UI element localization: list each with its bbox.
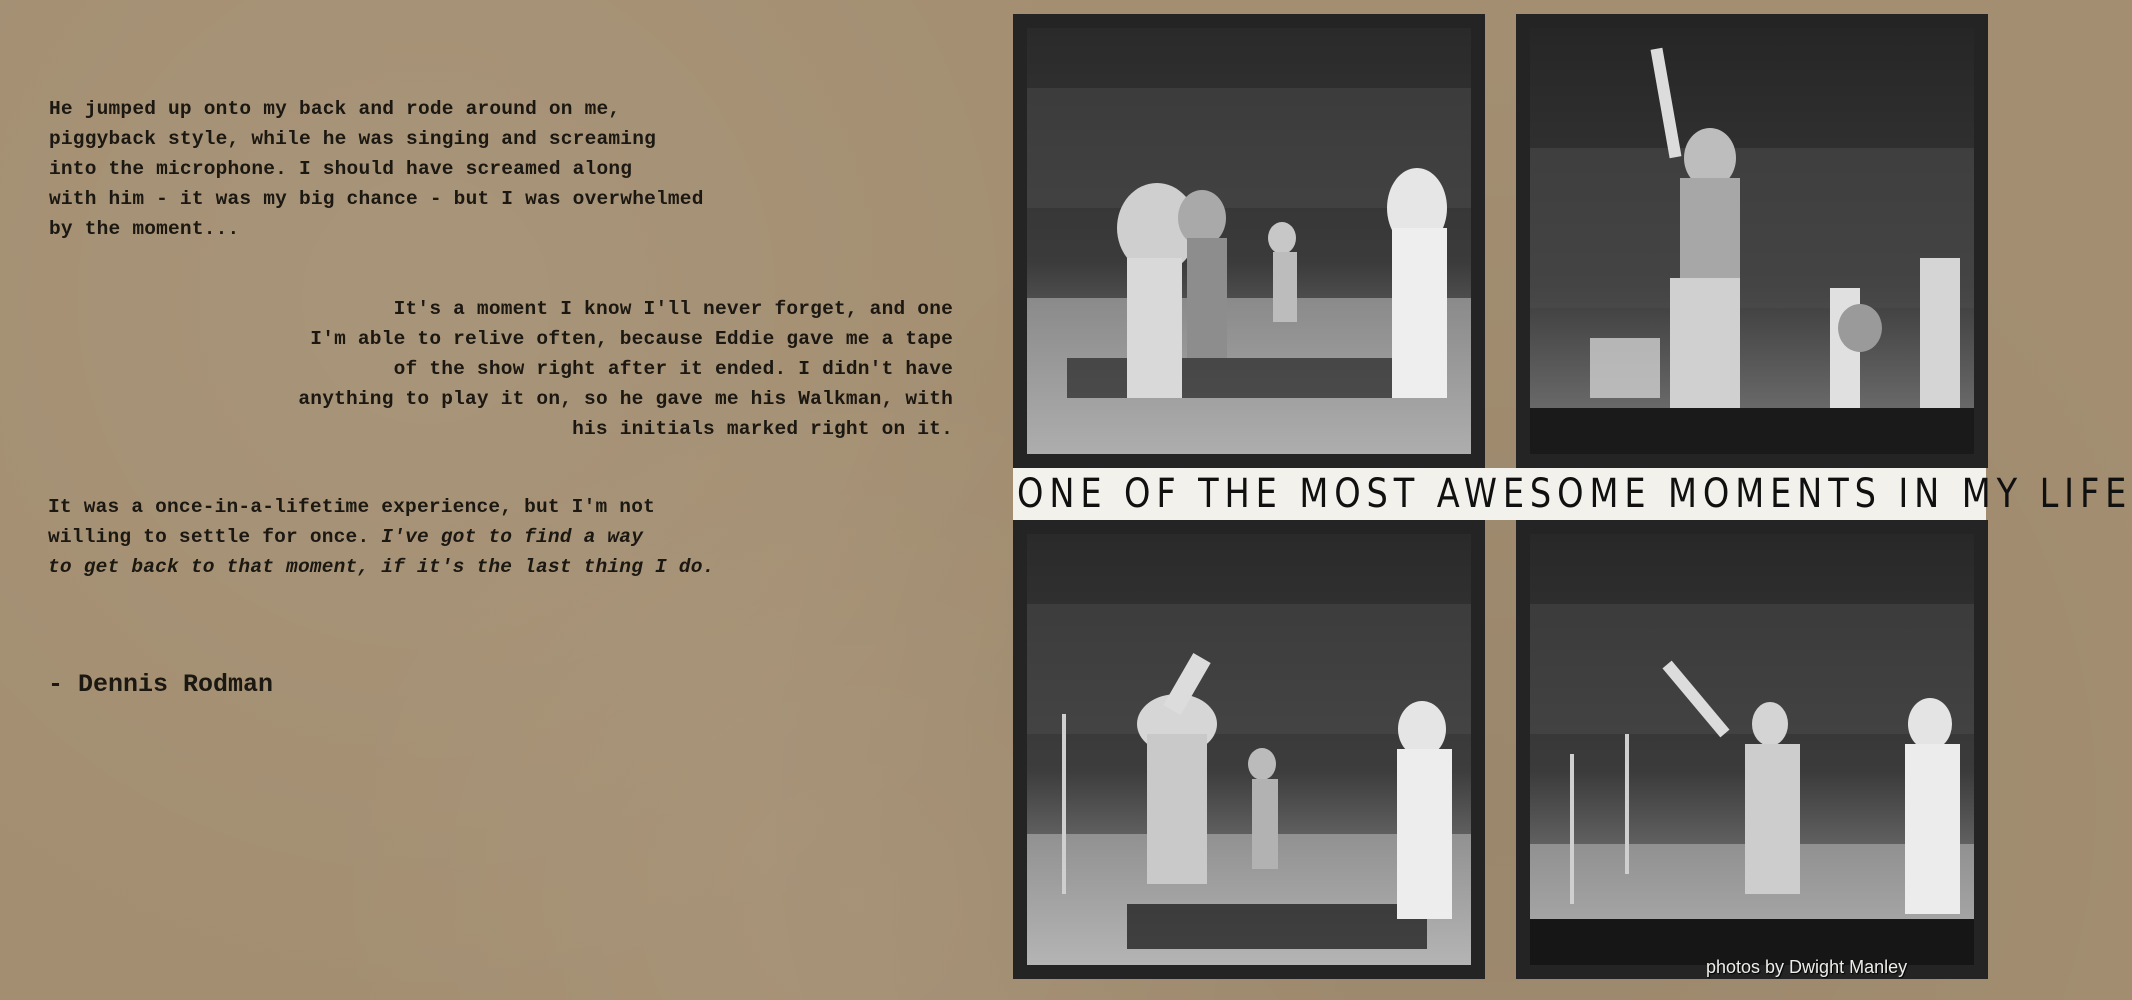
concert-photo-3 xyxy=(1013,520,1485,979)
quote-paragraph-3-italic: I've got to find a way to get back to that moment, if it's the last thing I do. xyxy=(48,526,715,578)
photo-credit: photos by Dwight Manley xyxy=(1706,957,1908,977)
concert-photo-4-image xyxy=(1530,534,1974,965)
concert-photo-1 xyxy=(1013,14,1485,468)
collage-banner xyxy=(1013,468,2132,520)
concert-photo-3-image xyxy=(1027,534,1471,965)
banner-caption: ONE OF THE MOST AWESOME MOMENTS IN MY LIFE xyxy=(1017,471,2132,517)
quote-paragraph-3-plain: It was a once-in-a-lifetime experience, but I'm not willing to settle for once. xyxy=(48,496,655,548)
concert-photo-4 xyxy=(1516,520,1988,979)
concert-photo-2 xyxy=(1516,14,1988,468)
quote-paragraph-3 xyxy=(48,492,715,582)
signature: - Dennis Rodman xyxy=(48,670,274,699)
quote-paragraph-1: He jumped up onto my back and rode around on me, piggyback style, while he was singing and screaming into the microphone. I should have screamed along with him - it was my big chance - but I was overwhelmed by the moment... xyxy=(49,98,704,240)
quote-paragraph-2: It's a moment I know I'll never forget, and one I'm able to relive often, because Eddie gave me a tape of the show right after it ended. I didn't have anything to play it on, so he gave me his Walkman, with his initials marked right on it. xyxy=(298,298,953,440)
concert-photo-2-image xyxy=(1530,28,1974,454)
concert-photo-1-image xyxy=(1027,28,1471,454)
quote-text-column xyxy=(0,0,1000,1000)
